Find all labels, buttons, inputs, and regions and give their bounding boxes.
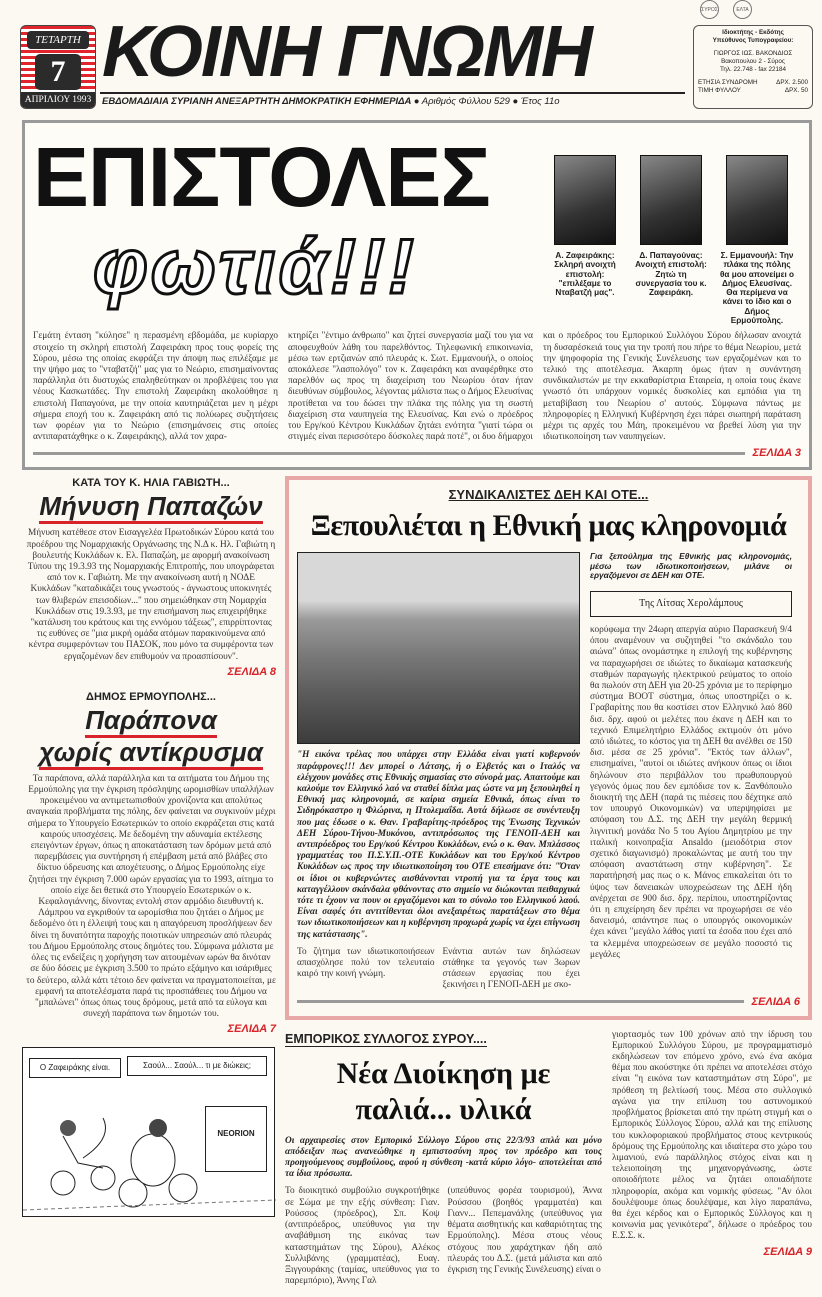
masthead-rule bbox=[100, 92, 685, 94]
lead-headline-2: φωτιά!!! bbox=[93, 222, 417, 310]
story-emporikos bbox=[285, 1030, 812, 1288]
info-line: Τηλ. 22.748 - fax 22184 bbox=[719, 66, 787, 73]
photo-caption: Α. Ζαφειράκης: Σκληρή ανοιχτή επιστολή: "επιλέξαμε το Νταβατζή μας". bbox=[554, 251, 616, 298]
article-body: (υπεύθυνος φορέα τουρισμού), Άννα Ρούσσου (βοηθός γραμματέα) και Γιανν... Πεπεμανάλης (υπεύθυνος για θέματα αισθητικής και καθαριότητας της Ερμούπολης). Μέσα στους νέους στόχους που χαράχτηκαν ήδη από πλευράς του Δ.Σ. (μετά μάλιστα και από έγκριση της Γενικής Συνέλευσης) είναι ο bbox=[447, 1186, 602, 1275]
right-column bbox=[285, 476, 812, 1287]
newspaper-title: ΚΟΙΝΗ ΓΝΩΜΗ bbox=[102, 12, 591, 92]
lead-column-1: Γεμάτη ένταση "κύλησε" η περασμένη εβδομάδα, με κυρίαρχο στοιχείο τη σκληρή επιστολή Ζαφειράκη προς τους φορείς της Σύρου, μέσω της οποίας εκφράζει την άποψη πως επιλέξαμε με την ψήφο μας το "νταβατζή" μας για το Νεώριο, επισημαίνοντας παράλληλα ότι δυστυχώς επαληθεύτηκαν οι προβλέψεις του για νέους Κασκωτάδες. Την επιστολή Ζαφειράκη ακολούθησε η επιστολή Παπαγούνα, με την οποία καυτηριάζεται μεν η μέχρι σήμερα εποχή του κ. Ζαφειράκη από τις πολύωρες συζητήσεις των φορέων για το Νεώριο (επισημάνσεις στις οποίες αντιπαρατάχθηκε ο κ. Ζαφειράκης), αλλά τον χαρα- bbox=[33, 331, 278, 443]
date-box bbox=[20, 25, 96, 109]
stamp-syros: ΣΥΡΟΣ bbox=[700, 0, 719, 19]
building-sign: NEORION bbox=[217, 1129, 255, 1139]
day-number: 7 bbox=[35, 54, 81, 90]
article-body: Το ζήτημα των ιδιωτικοποιήσεων απασχόλησε πολύ τον τελευταίο καιρό την κοινή γνώμη. bbox=[297, 946, 435, 980]
headline-emporikos: Νέα Διοίκηση με παλιά... υλικά bbox=[336, 1056, 551, 1126]
kicker: ΕΜΠΟΡΙΚΟΣ ΣΥΛΛΟΓΟΣ ΣΥΡΟΥ.... bbox=[285, 1031, 487, 1046]
info-line: ΓΙΩΡΓΟΣ ΙΩΣ. ΒΑΚΟΝΔΙΟΣ bbox=[713, 50, 793, 57]
headline-papazon bbox=[26, 490, 276, 522]
info-line: Υπεύθυνος Τυπογραφείου: bbox=[712, 37, 794, 44]
lead-photos bbox=[546, 131, 801, 325]
page-ref[interactable]: ΣΕΛΙΔΑ 6 bbox=[751, 995, 800, 1008]
photo-zafeirakis bbox=[554, 155, 616, 245]
masthead bbox=[0, 0, 822, 118]
subscription-label: ΕΤΗΣΙΑ ΣΥΝΔΡΟΜΗ bbox=[698, 79, 758, 86]
speech-bubble: Ο Ζαφειράκης είναι. bbox=[29, 1058, 121, 1078]
kicker: ΣΥΝΔΙΚΑΛΙΣΤΕΣ ΔΕΗ ΚΑΙ ΟΤΕ... bbox=[448, 487, 649, 503]
political-cartoon bbox=[22, 1047, 275, 1217]
divider bbox=[33, 452, 745, 455]
photo-papagounas bbox=[640, 155, 702, 245]
lede: Οι αρχαιρεσίες στον Εμπορικό Σύλλογο Σύρου στις 22/3/93 απλά και μόνο απόδειξαν πως ανανεώθηκε η εμπιστοσύνη προς τον πρόεδρο και τους προηγούμενους συμβούλους, αφού η σύνθεση -κατά κύριο λόγο- αποτελείται από τα ίδια πρόσωπα. bbox=[285, 1135, 602, 1180]
kicker: ΚΑΤΑ ΤΟΥ Κ. ΗΛΙΑ ΓΑΒΙΩΤΗ... bbox=[72, 477, 230, 490]
subscription-price: ΔΡΧ. 2.500 bbox=[776, 79, 808, 86]
lead-headline: ΕΠΙΣΤΟΛΕΣ bbox=[33, 130, 490, 224]
headline-dei: Ξεπουλιέται η Εθνική μας κληρονομιά bbox=[310, 509, 787, 543]
factory-photo bbox=[297, 552, 580, 744]
price-value: ΔΡΧ. 50 bbox=[784, 87, 808, 94]
pull-quote: "Η εικόνα τρέλας που υπάρχει στην Ελλάδα είναι γιατί κυβερνούν παράφρονες!!! Δεν μπορεί ο Λάτσης, ή ο Ελβετός και ο Ιταλός να ελέγχουν μονάδες στις Εθνικής σημασίας στο σύνορά μας. Απαιτούμε και καλούμε τον Ελληνικό λαό να σταθεί δίπλα μας ώστε να μη ξεπουληθεί η Εθνική μας κληρονομιά, σε καίρια σημεία Εθνικά, όπως είναι το Σιδηρόκαστρο η Φλώρινα, η Πτολεμαΐδα. Αυτά δήλωσε σε συνέντευξη που μας έδωσε ο κ. Θαν. Γραβαρίτης-πρόεδρος της Ένωσης Τεχνικών ΔΕΗ Σύρου-Τήνου-Μυκόνου, αντιπρόσωπος της ΓΕΝΟΠ-ΔΕΗ και αντιπρόεδρος του Εργ/κού Κέντρου Κυκλάδων, ενώ ο κ. Θαν. Μπλάσσος γραμματέας του Π.Σ.Υ.Π.-ΟΤΕ Κυκλάδων και του Εργ/κού Κέντρου Κυκλάδων ως προς την ιδιωτικοποίηση του ΟΤΕ επεσήμανε ότι: "Όταν οι ίδιοι οι κυβερνώντες αισθάνονται ντροπή για τα έργα τους και καταγγέλλουν σκάνδαλα φθάνοντας στο σημείο να διώκονται πειθαρχικά τότε τι έχουν να πουν οι εργαζόμενοι και το σύνολο του Ελληνικού λαού. Είναι σαφές ότι αντιτίθενται όλοι ανεξαιρέτως παρατάξεων στο θέμα των ιδιωτικοποιήσεων και η κυβέρνηση προχωρά χωρίς να έχει επίγνωση της κατάστασης". bbox=[297, 750, 580, 940]
headline-parapona bbox=[26, 704, 276, 736]
headline-text: χωρίς αντίκρυσμα bbox=[39, 737, 263, 770]
headline-text: Παράπονα bbox=[85, 705, 217, 738]
divider bbox=[297, 1000, 744, 1003]
lead-story-box bbox=[22, 120, 812, 470]
month-year: ΑΠΡΙΛΙΟΥ 1993 bbox=[21, 92, 95, 108]
story-parapona bbox=[22, 690, 280, 1035]
article-body: Ενάντια αυτών των δηλώσεων στάθηκε τα γεγονός των 3ωρων στάσεων εργασίας που έχει ξεκινήσει η ΓΕΝΟΠ-ΔΕΗ με σκο- bbox=[442, 946, 580, 991]
article-body: κορύφωμα την 24ωρη απεργία αύριο Παρασκευή 9/4 όπου αναμένουν να συζητηθεί "το σκάνδαλο του αιώνα" όπως ονομάστηκε η επιλογή της κυβέρνησης να παραχωρήσει σε ιδιώτες το δικαίωμα κατασκευής σταθμών παραγωγής ηλεκτρικού ρεύματος το οποίο θα πωλούν στη ΔΕΗ για 20-25 χρόνια με το περίφημο σύστημα ΒΟΟΤ σύστημα, όπως υποστηρίζει ο κ. Γραβαρίτης που θα κοστίσει στον Ελληνικό λαό 860 δισ. δρχ. αφού οι μελέτες που έκανε η ΔΕΗ και το τεχνικό Επιμελητήριο Ελλάδος εκτιμούν ότι μόνο από ιδιώτες, το κόστος για τη ΔΕΗ θα ανέλθει σε 150 δισ. μέσα σε 25 χρόνια". "Εκτός των άλλων", επισημαίνει, "αυτοί οι ιδιώτες ανήκουν όπως οι ίδιοι δηλώνουν στο περιβάλλον του πρωθυπουργού γεγονός όμως που δεν εμπόδισε τον κ. Ξανθόπουλο διοικητή της ΔΕΗ (παρά τις πιέσεις που δέχτηκε από τον υπουργό Οικονομικών) να υπερψηφίσει με απόφαση του Δ.Σ. της ΔΕΗ την μεγάλη θερμική λιγνιτική μονάδα No 5 του Αγίου Δημητρίου με την ιταλική κοινοπραξία Ansaldo (μειοδότρια στον σχετικό διαγωνισμό) προκαλώντας με αυτή του την απόφαση αναστάτωση στην κυβέρνηση". Σε παρατήρησή μας πως ο κ. Μάνος επικαλείται ότι το ύψος των δανειακών υποχρεώσεων της ΔΕΗ ήδη ανέρχεται σε 900 δισ. δρχ. περίπου, υποστηρίζοντας ότι η επιχείρηση δεν πρέπει να προχωρήσει σε νέο δανεισμό, απάντησε πως ο υπουργός οικονομικών έχει κάνει "μεγάλο λάθος γιατί τα έσοδα που έχει από τα κλεμμένα υποχρεώσεων σε μεγάλο ποσοστό τις μεγάλες bbox=[590, 624, 792, 960]
speech-bubble: Σαούλ... Σαούλ... τι με διώκεις; bbox=[127, 1056, 267, 1076]
article-body: Το διοικητικό συμβούλιο συγκροτήθηκε σε Σώμα με την εξής σύνθεση: Γιαν. Ρούσσος (πρόεδρος), Σπ. Κοψ (αντιπρόεδρος, υπεύθυνος για την αναβάθμιση της εικόνας των καταστημάτων της Σύρου), Αλέκος Συλλιβάνης (γραμματέας), Ευαγ. Ξιγγουράκης (ταμίας, υπεύθυνος για το παρεμπόριο), Άννης Γαλ bbox=[285, 1186, 440, 1287]
article-body: Τα παράπονα, αλλά παράλληλα και τα αιτήματα του Δήμου της Ερμούπολης για την έγκριση πρόσληψης ωρομισθίων υπαλλήλων προκειμένου να αντιμετωπισθούν χρονίζοντα και απολύτως αναγκαία προβλήματα της πόλης, δεν φαίνεται να συγκινούν μέχρι σήμερα το Υπουργείο Εσωτερικών το οποίο εκφράζεται στις κατά καιρούς υποσχέσεις. Με δεδομένη την αδυναμία εκτέλεσης επειγόντων έργων, όπως η αποκατάσταση των δρόμων μετά από παρεμβάσεις για συντήρηση ή επέμβαση μετά από βλάβες στο δίκτυο ύδρευσης και αποχέτευσης, ο Δήμος Ερμούπολης είχε ζητήσει την έγκριση 7.000 ωρών εργασίας για το 1993, αίτημα το οποίο είχε δει θετικά στο Υπουργείο Εσωτερικών ο κ. Κεφαλογιάννης, δίνοντας εντολή στον αρμόδιο διευθυντή κ. Λάμπρου να εγκριθούν τα ωρομίσθια που ζητάει ο Δήμος με δεδομένο ότι η έλλειψή τους και η απαγόρευση προσλήψεων δεν δίνει τη δυνατότητα παροχής ποιοτικών υπηρεσιών από πλευράς του Δήμου Ερμούπολης στους δημότες του. Σύμφωνα μάλιστα με όλες τις ενδείξεις η χορήγηση των αιτουμένων ωρών θα δινόταν σε δύο δόσεις με έγκριση 3.500 το πρώτο εξάμηνο και ισάριθμες το δεύτερο, αλλά κάτι τέτοιο δεν φαίνεται να πραγματοποιείται, με εμφανή τα αποτελέσματα παρά τις προσπάθειες του Δήμου να "μπαλώνει" όπως όπως τους δρόμους, μετά από τα εύλογα και συνεχή παράπονα των δημοτών του. bbox=[26, 773, 276, 1020]
lead-column-3: και ο πρόεδρος του Εμπορικού Συλλόγου Σύρου δήλωσαν ανοιχτά τη δυσαρέσκειά τους για την τροπή που πήρε το θέμα Νεωρίου, μετά την ψηφοφορία της Γενικής Συνέλευσης των εργαζομένων και το τελικό της αποτέλεσμα. Άκαρπη όμως ήταν η συνάντηση συνδικαλιστών με την εκκαθαρίστρια Εταιρεία, η οποία τους έκανε γνωστό ότι υπάρχουν νομικές δυσκολίες και εμπόδια για τη μεταβίβαση του Νεωρίου σ' αυτούς. Σύμφωνα πάντως με πληροφορίες η Ελληνική Κυβέρνηση έχει πάρει σιωπηρή παράταση μέχρι τις αρχές του Μάη, προκειμένου να βρεθεί λύση για την ιδιωτικοποίηση των ναυπηγείων. bbox=[543, 331, 801, 443]
page-ref-row bbox=[33, 447, 801, 459]
price-label: ΤΙΜΗ ΦΥΛΛΟΥ bbox=[698, 87, 741, 94]
neorion-building bbox=[205, 1106, 267, 1172]
left-column bbox=[22, 476, 280, 1287]
issue-info: ● Αριθμός Φύλλου 529 ● Έτος 11ο bbox=[413, 96, 560, 107]
photo-caption: Σ. Εμμανουήλ: Την πλάκα της πόλης θα μου απονείμει ο Δήμος Ελευσίνας. Θα περίμενα να κάνει το ίδιο και ο Δήμος Ερμούπολης. bbox=[719, 251, 795, 326]
weekday: ΤΕΤΑΡΤΗ bbox=[27, 31, 89, 49]
info-line: Ιδιοκτήτης - Εκδότης bbox=[722, 29, 784, 36]
page-ref[interactable]: ΣΕΛΙΔΑ 8 bbox=[227, 665, 276, 678]
headline-parapona-2 bbox=[26, 736, 276, 768]
lede: Για ξεπούλημα της Εθνικής μας κληρονομιάς, μέσω των ιδιωτικοποιήσεων, μιλάνε οι εργαζόμενοι σε ΔΕΗ και ΟΤΕ. bbox=[590, 551, 792, 581]
article-body: γιορτασμός των 100 χρόνων από την ίδρυση του Εμπορικού Συλλόγου Σύρου, με προγραμματισμό εκδηλώσεων τον επόμενο χρόνο, ενώ ένα ακόμα θέμα που ακούστηκε ότι πρέπει να αποτελέσει στόχο είναι "η εικόνα των καταστημάτων στη Σύρο", με πρόθεση τη βελτίωσή τους. Μέσα στο συλλογικό αγώνα για την επίλυση του αστυνομικού προβλήματος βρίσκεται από την πρώτη στιγμή και ο Εμπορικός Σύλλογος Σύρου, αλλά και της επίλυσης του κυκλοφοριακού προβλήματος στους κεντρικούς δρόμους της Ερμούπολης και ιδιαίτερα στο χώρο του λιμανιού, ενώ παράλληλος στόχος είναι και η τελειοποίηση της μηχανοργάνωσης, ώστε οποιοδήποτε μέλος να ζητάει οποιαδήποτε πληροφορία, ακόμα και νομικής φύσεως. "Αν όλοι δουλέψουμε όπως δουλέψαμε, και λίγο παραπάνω, θα έχει κέρδος και ο Εμπορικός Σύλλογος και η κοινωνία μας γενικότερα", δήλωσε ο πρόεδρος του Ε.Σ.Σ. κ. bbox=[612, 1029, 812, 1242]
article-body: Μήνυση κατέθεσε στον Εισαγγελέα Πρωτοδικών Σύρου κατά του προέδρου της Νομαρχιακής Οργάνωσης της Ν.Δ κ. Ηλ. Γαβιώτη η βουλευτής Κυκλάδων κ. Ελ. Παπαζώη, με αφορμή ανακοίνωση Τύπου της 19.3.93 της Νομαρχιακής Επιτροπής, που υπογράφεται από τον κ. Γαβιώτη. Με την ανακοίνωση αυτή η ΝΟΔΕ Κυκλάδων "καταδικάζει τους γνωστούς - άγνωστους υποκινητές των θλιβερών επεισοδίων..." που σημειώθηκαν στη Νομαρχία Κυκλάδων στις 19.3.93, με την επισήμανση πως επιχειρήθηκε "κατάλυση του κράτους και της εννόμου τάξεως", επιρρίπτοντας τις ευθύνες σε "μια μικρή ομάδα ατόμων παρακινούμενα από κέντρα συμφερόντων του ΠΑΣΟΚ, που μόνο τα συμφέροντα των εργαζομένων δεν επιθυμούν να προασπίσουν". bbox=[26, 528, 276, 662]
kicker: ΔΗΜΟΣ ΕΡΜΟΥΠΟΛΗΣ... bbox=[86, 690, 216, 703]
page-ref[interactable]: ΣΕΛΙΔΑ 3 bbox=[752, 447, 801, 460]
publisher-info-box bbox=[693, 25, 813, 109]
page-ref-row bbox=[297, 996, 800, 1008]
stamp-elta: ΕΛΤΑ bbox=[733, 0, 752, 19]
byline: Της Λίτσας Χερολάμπους bbox=[590, 591, 792, 617]
info-line: Βακοπουλου 2 - Σύρος bbox=[721, 58, 785, 65]
postage-stamps bbox=[700, 0, 780, 20]
dei-story-box bbox=[285, 476, 812, 1019]
headline-text: Μήνυση Παπαζών bbox=[39, 491, 262, 524]
page-ref[interactable]: ΣΕΛΙΔΑ 9 bbox=[763, 1245, 812, 1258]
page-ref[interactable]: ΣΕΛΙΔΑ 7 bbox=[227, 1023, 276, 1036]
lead-column-2: κτηρίζει "έντιμο άνθρωπο" και ζητεί συνεργασία μαζί του για να αποφευχθούν λάθη του παρελθόντος. Τηλεφωνική επικοινωνία, μέσω των ερτζιανών από πλευράς κ. Σωτ. Εμμανουήλ, ο οποίος αποκάλεσε "λασπολόγο" τον κ. Ζαφειράκη και αναφέρθηκε στο παρελθόν ως προς τη διαχείριση του Νεωρίου όταν ήταν διευθύνων σύμβουλος, λέγοντας μάλιστα πως ο Δήμος Ελευσίνας προτίθεται να του δώσει την πλάκα της πόλης για τη σωστή διαχείριση στα ναυπηγεία της Ελευσίνας. Και ενώ ο πρόεδρος του Εργ/κού Κέντρου Κυκλάδων ζητάει ενότητα "γιατί τώρα οι στιγμές είναι περισσότερο δύσκολες παρά ποτέ", οι δυο δήμαρχοι bbox=[288, 331, 533, 443]
photo-emmanouil bbox=[726, 155, 788, 245]
subtitle-text: ΕΒΔΟΜΑΔΙΑΙΑ ΣΥΡΙΑΝΗ ΑΝΕΞΑΡΤΗΤΗ ΔΗΜΟΚΡΑΤΙΚΗ ΕΦΗΜΕΡΙΔΑ bbox=[102, 96, 412, 107]
photo-caption: Δ. Παπαγούνας: Ανοιχτή επιστολή: Ζητώ τη συνεργασία του κ. Ζαφειράκη. bbox=[635, 251, 707, 298]
masthead-subtitle bbox=[102, 96, 687, 107]
story-papazon bbox=[22, 476, 280, 677]
